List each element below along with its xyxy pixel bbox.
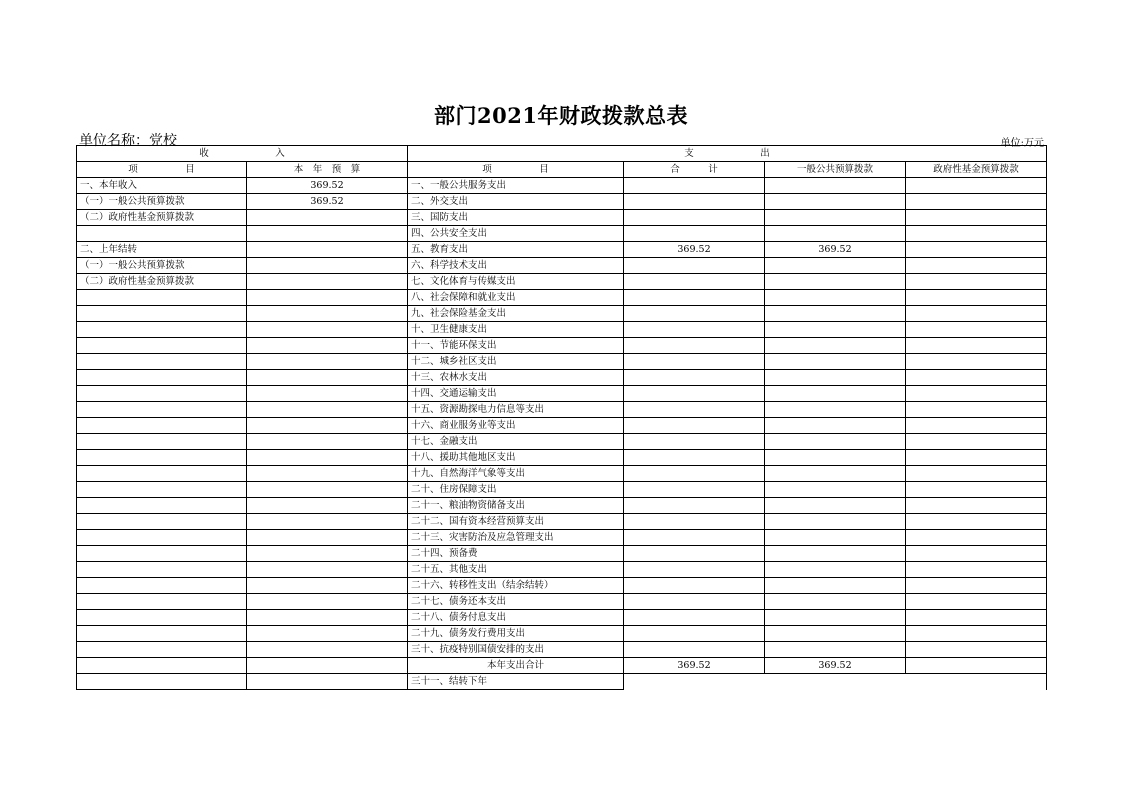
- fund-cell: [906, 626, 1047, 642]
- total-cell: [624, 610, 765, 626]
- fund-cell: [906, 322, 1047, 338]
- fund-cell: [906, 594, 1047, 610]
- total-cell: [624, 178, 765, 194]
- income-value-cell: 369.52: [247, 194, 408, 210]
- fund-cell: [906, 178, 1047, 194]
- general-cell: [765, 226, 906, 242]
- general-cell: [765, 562, 906, 578]
- total-cell: [624, 226, 765, 242]
- expense-item-cell: 二十一、粮油物资储备支出: [408, 498, 624, 514]
- general-cell: [765, 418, 906, 434]
- general-cell: [765, 546, 906, 562]
- expense-item-cell: 十八、援助其他地区支出: [408, 450, 624, 466]
- total-cell: [624, 306, 765, 322]
- fund-cell: [906, 194, 1047, 210]
- empty-cell: [765, 674, 906, 690]
- expense-item-cell: 三十、抗疫特别国债安排的支出: [408, 642, 624, 658]
- income-value-cell: [247, 370, 408, 386]
- empty-cell: [906, 674, 1047, 690]
- general-cell: 369.52: [765, 242, 906, 258]
- general-cell: [765, 434, 906, 450]
- income-item-cell: [77, 226, 247, 242]
- fund-cell: [906, 434, 1047, 450]
- general-cell: [765, 258, 906, 274]
- table-row: [77, 194, 1047, 210]
- income-item-cell: [77, 370, 247, 386]
- total-cell: [624, 258, 765, 274]
- expense-item-cell: 二十九、债务发行费用支出: [408, 626, 624, 642]
- expense-item-cell: 二十七、债务还本支出: [408, 594, 624, 610]
- table-row: [77, 274, 1047, 290]
- expense-item-cell: 十九、自然海洋气象等支出: [408, 466, 624, 482]
- total-cell: [624, 434, 765, 450]
- income-item-cell: [77, 386, 247, 402]
- income-value-cell: [247, 306, 408, 322]
- table-row: [77, 578, 1047, 594]
- total-cell: [624, 290, 765, 306]
- fund-cell: [906, 258, 1047, 274]
- table-row: [77, 290, 1047, 306]
- table-row: [77, 226, 1047, 242]
- expense-item-cell: 二十五、其他支出: [408, 562, 624, 578]
- expense-item-cell: 十七、金融支出: [408, 434, 624, 450]
- general-cell: [765, 610, 906, 626]
- fund-cell: [906, 578, 1047, 594]
- table-row: [77, 434, 1047, 450]
- page-title: 部门2021年财政拨款总表: [434, 103, 688, 128]
- income-value-cell: [247, 258, 408, 274]
- expense-item-cell: 二十三、灾害防治及应急管理支出: [408, 530, 624, 546]
- general-cell: [765, 370, 906, 386]
- income-value-cell: [247, 338, 408, 354]
- table-row: [77, 482, 1047, 498]
- income-item-cell: （二）政府性基金预算拨款: [77, 274, 247, 290]
- fund-cell: [906, 530, 1047, 546]
- subtotal-total: 369.52: [624, 658, 765, 674]
- fund-header: 政府性基金预算拨款: [906, 162, 1047, 178]
- total-cell: [624, 530, 765, 546]
- income-value-cell: [247, 210, 408, 226]
- expense-item-cell: 十三、农林水支出: [408, 370, 624, 386]
- fund-cell: [906, 306, 1047, 322]
- fund-cell: [906, 482, 1047, 498]
- table-row: [77, 354, 1047, 370]
- total-cell: [624, 194, 765, 210]
- general-cell: [765, 514, 906, 530]
- income-item-cell: [77, 450, 247, 466]
- expense-item-header: 项 目: [408, 162, 624, 178]
- total-cell: [624, 514, 765, 530]
- general-cell: [765, 386, 906, 402]
- total-cell: [624, 626, 765, 642]
- table-row: [77, 338, 1047, 354]
- unit-name: 单位名称：党校: [79, 133, 177, 149]
- expense-item-cell: 二十八、债务付息支出: [408, 610, 624, 626]
- total-cell: [624, 402, 765, 418]
- expense-item-cell: 十二、城乡社区支出: [408, 354, 624, 370]
- total-cell: [624, 418, 765, 434]
- income-item-cell: （一）一般公共预算拨款: [77, 258, 247, 274]
- expense-item-cell: 十一、节能环保支出: [408, 338, 624, 354]
- fund-cell: [906, 338, 1047, 354]
- fund-cell: [906, 370, 1047, 386]
- income-value-cell: 369.52: [247, 178, 408, 194]
- table-row: [77, 546, 1047, 562]
- budget-table: [76, 145, 1047, 690]
- income-item-cell: [77, 466, 247, 482]
- table-row: [77, 610, 1047, 626]
- income-value-cell: [247, 242, 408, 258]
- fund-cell: [906, 546, 1047, 562]
- income-item-cell: [77, 498, 247, 514]
- income-value-cell: [247, 418, 408, 434]
- subtotal-label: 本年支出合计: [408, 658, 624, 674]
- income-value-cell: [247, 674, 408, 690]
- general-cell: [765, 354, 906, 370]
- table-row: [77, 562, 1047, 578]
- income-item-cell: （一）一般公共预算拨款: [77, 194, 247, 210]
- income-item-cell: [77, 402, 247, 418]
- table-row: [77, 466, 1047, 482]
- fund-cell: [906, 418, 1047, 434]
- total-cell: [624, 274, 765, 290]
- income-item-cell: [77, 418, 247, 434]
- fund-cell: [906, 402, 1047, 418]
- income-item-cell: [77, 594, 247, 610]
- income-value-cell: [247, 290, 408, 306]
- fund-cell: [906, 450, 1047, 466]
- table-row: [77, 402, 1047, 418]
- income-item-cell: 二、上年结转: [77, 242, 247, 258]
- total-cell: [624, 498, 765, 514]
- expense-item-cell: 七、文化体育与传媒支出: [408, 274, 624, 290]
- fund-cell: [906, 274, 1047, 290]
- income-value-cell: [247, 514, 408, 530]
- table-row: [77, 370, 1047, 386]
- table-row: [77, 514, 1047, 530]
- income-value-cell: [247, 658, 408, 674]
- general-cell: [765, 594, 906, 610]
- table-row: [77, 386, 1047, 402]
- general-cell: [765, 306, 906, 322]
- total-cell: [624, 354, 765, 370]
- expense-item-cell: 三十一、结转下年: [408, 674, 624, 690]
- income-item-cell: [77, 434, 247, 450]
- fund-cell: [906, 562, 1047, 578]
- income-item-cell: [77, 658, 247, 674]
- table-row: [77, 530, 1047, 546]
- general-cell: [765, 450, 906, 466]
- general-cell: [765, 482, 906, 498]
- table-row: [77, 306, 1047, 322]
- expense-header: 支 出: [408, 146, 1047, 162]
- income-value-cell: [247, 354, 408, 370]
- total-cell: [624, 482, 765, 498]
- income-value-cell: [247, 434, 408, 450]
- income-item-cell: [77, 626, 247, 642]
- total-cell: [624, 450, 765, 466]
- table-body: [77, 146, 1047, 690]
- budget-header: 本 年 预 算: [247, 162, 408, 178]
- expense-item-cell: 四、公共安全支出: [408, 226, 624, 242]
- expense-item-cell: 一、一般公共服务支出: [408, 178, 624, 194]
- fund-cell: [906, 242, 1047, 258]
- table-row: [77, 210, 1047, 226]
- income-value-cell: [247, 274, 408, 290]
- income-item-cell: [77, 610, 247, 626]
- total-cell: [624, 546, 765, 562]
- income-value-cell: [247, 450, 408, 466]
- fund-cell: [906, 386, 1047, 402]
- income-value-cell: [247, 482, 408, 498]
- expense-item-cell: 六、科学技术支出: [408, 258, 624, 274]
- general-cell: [765, 290, 906, 306]
- expense-item-cell: 二十二、国有资本经营预算支出: [408, 514, 624, 530]
- income-value-cell: [247, 386, 408, 402]
- table-row: [77, 450, 1047, 466]
- total-cell: [624, 642, 765, 658]
- expense-item-cell: 二、外交支出: [408, 194, 624, 210]
- table-row: [77, 322, 1047, 338]
- income-value-cell: [247, 626, 408, 642]
- general-cell: [765, 530, 906, 546]
- subtotal-general: 369.52: [765, 658, 906, 674]
- income-value-cell: [247, 594, 408, 610]
- expense-item-cell: 八、社会保障和就业支出: [408, 290, 624, 306]
- unit-label: 单位:万元: [1000, 138, 1044, 149]
- income-item-cell: [77, 514, 247, 530]
- income-item-cell: [77, 290, 247, 306]
- empty-cell: [624, 674, 765, 690]
- total-cell: [624, 562, 765, 578]
- expense-item-cell: 十四、交通运输支出: [408, 386, 624, 402]
- total-cell: [624, 578, 765, 594]
- income-value-cell: [247, 578, 408, 594]
- income-item-cell: [77, 322, 247, 338]
- total-cell: [624, 594, 765, 610]
- general-cell: [765, 210, 906, 226]
- fund-cell: [906, 498, 1047, 514]
- income-item-cell: [77, 482, 247, 498]
- income-value-cell: [247, 322, 408, 338]
- income-value-cell: [247, 546, 408, 562]
- income-value-cell: [247, 642, 408, 658]
- total-cell: [624, 210, 765, 226]
- header-row-1: [77, 146, 1047, 162]
- table-row: [77, 258, 1047, 274]
- total-cell: 369.52: [624, 242, 765, 258]
- total-cell: [624, 338, 765, 354]
- fund-cell: [906, 514, 1047, 530]
- expense-item-cell: 二十、住房保障支出: [408, 482, 624, 498]
- general-cell: [765, 194, 906, 210]
- income-item-cell: 一、本年收入: [77, 178, 247, 194]
- table-row: [77, 242, 1047, 258]
- income-value-cell: [247, 402, 408, 418]
- total-header: 合 计: [624, 162, 765, 178]
- fund-cell: [906, 210, 1047, 226]
- income-item-cell: [77, 338, 247, 354]
- header-row-2: [77, 162, 1047, 178]
- expense-item-cell: 三、国防支出: [408, 210, 624, 226]
- income-item-cell: （二）政府性基金预算拨款: [77, 210, 247, 226]
- general-cell: [765, 274, 906, 290]
- table-row: [77, 642, 1047, 658]
- table-row: [77, 178, 1047, 194]
- table-row: [77, 498, 1047, 514]
- income-item-cell: [77, 354, 247, 370]
- income-item-cell: [77, 642, 247, 658]
- income-value-cell: [247, 466, 408, 482]
- general-cell: [765, 178, 906, 194]
- fund-cell: [906, 642, 1047, 658]
- income-value-cell: [247, 610, 408, 626]
- income-value-cell: [247, 498, 408, 514]
- general-cell: [765, 402, 906, 418]
- fund-cell: [906, 466, 1047, 482]
- income-value-cell: [247, 562, 408, 578]
- fund-cell: [906, 354, 1047, 370]
- fund-cell: [906, 226, 1047, 242]
- total-cell: [624, 370, 765, 386]
- general-cell: [765, 578, 906, 594]
- total-cell: [624, 322, 765, 338]
- fund-cell: [906, 290, 1047, 306]
- general-cell: [765, 338, 906, 354]
- income-item-cell: [77, 578, 247, 594]
- fund-cell: [906, 610, 1047, 626]
- expense-item-cell: 二十六、转移性支出（结余结转）: [408, 578, 624, 594]
- income-value-cell: [247, 530, 408, 546]
- general-cell: [765, 498, 906, 514]
- expense-item-cell: 九、社会保险基金支出: [408, 306, 624, 322]
- table-row: [77, 418, 1047, 434]
- subtotal-row: [77, 658, 1047, 674]
- expense-item-cell: 十五、资源勘探电力信息等支出: [408, 402, 624, 418]
- income-item-cell: [77, 562, 247, 578]
- general-cell: [765, 626, 906, 642]
- expense-item-cell: 十六、商业服务业等支出: [408, 418, 624, 434]
- income-item-cell: [77, 674, 247, 690]
- income-item-header: 项 目: [77, 162, 247, 178]
- table-row: [77, 674, 1047, 690]
- table-row: [77, 594, 1047, 610]
- table-row: [77, 626, 1047, 642]
- general-cell: [765, 322, 906, 338]
- expense-item-cell: 十、卫生健康支出: [408, 322, 624, 338]
- total-cell: [624, 466, 765, 482]
- income-item-cell: [77, 530, 247, 546]
- general-cell: [765, 466, 906, 482]
- income-item-cell: [77, 546, 247, 562]
- total-cell: [624, 386, 765, 402]
- income-value-cell: [247, 226, 408, 242]
- subtotal-fund: [906, 658, 1047, 674]
- income-header: 收 入: [77, 146, 408, 162]
- income-item-cell: [77, 306, 247, 322]
- expense-item-cell: 二十四、预备费: [408, 546, 624, 562]
- general-cell: [765, 642, 906, 658]
- general-header: 一般公共预算拨款: [765, 162, 906, 178]
- expense-item-cell: 五、教育支出: [408, 242, 624, 258]
